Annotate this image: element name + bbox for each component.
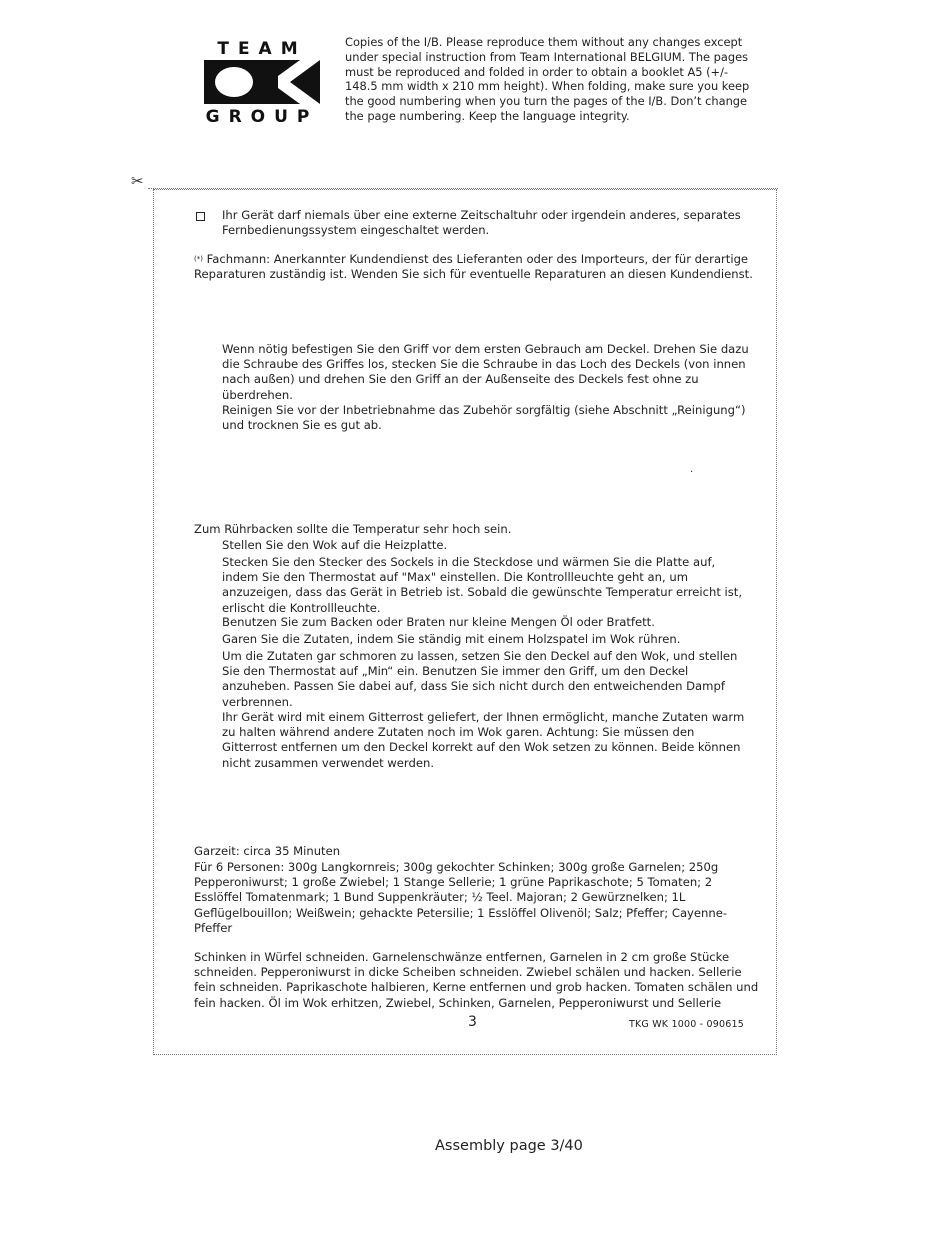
booklet-page-panel (153, 189, 777, 1055)
usage-step-2: Stecken Sie den Stecker des Sockels in die Steckdose und wärmen Sie die Platte auf, indem Sie den Thermostat auf "Max" einstellen. Die Kontrollleuchte geht an, um anzuzeigen, dass das Gerät in Betrieb ist. Sobald die gewünschte Temperatur erreicht ist, erlischt die Kontrollleuchte. (222, 555, 743, 615)
scissors-icon: ✂ (131, 172, 144, 190)
footnote-marker: (*) (194, 255, 203, 263)
footnote-paragraph (194, 252, 756, 282)
stray-dot: . (690, 464, 694, 475)
recipe-ingredients: Für 6 Personen: 300g Langkornreis; 300g gekochter Schinken; 300g große Garnelen; 250g Pepperoniwurst; 1 große Zwiebel; 1 Stange Sellerie; 1 grüne Paprikaschote; 5 Tomaten; 2 Esslöffel Tomatenmark; 1 Bund Suppenkräuter; ½ Teel. Majoran; 2 Gewürznelken; 1L Geflügelbouillon; Weißwein; gehackte Petersilie; 1 Esslöffel Olivenöl; Salz; Pfeffer; Cayenne-Pfeffer (194, 860, 728, 935)
logo-word-group: GROUP (205, 107, 319, 127)
before-use-paragraph-1: Wenn nötig befestigen Sie den Griff vor dem ersten Gebrauch am Deckel. Drehen Sie dazu die Schraube des Griffes los, stecken Sie die Schraube in das Loch des Deckels (von innen nach außen) und drehen Sie den Griff an der Außenseite des Deckels fest ohne zu überdrehen. (222, 342, 749, 402)
logo-k-mark-icon (204, 60, 320, 104)
header-instruction-note: Copies of the I/B. Please reproduce them without any changes except under special instruction from Team International BELGIUM. The pages must be reproduced and folded in order to obtain a booklet A5 (+/- 148.5 mm width x 210 mm height). When folding, make sure you keep the good numbering when you turn the pages of the I/B. Don’t change the page numbering. Keep the language integrity. (345, 35, 750, 123)
logo-word-team: TEAM (217, 39, 307, 59)
usage-intro: Zum Rührbacken sollte die Temperatur sehr hoch sein. (194, 522, 512, 536)
usage-step-4: Garen Sie die Zutaten, indem Sie ständig mit einem Holzspatel im Wok rühren. (222, 632, 681, 646)
recipe-method: Schinken in Würfel schneiden. Garnelenschwänze entfernen, Garnelen in 2 cm große Stücke schneiden. Pepperoniwurst in dicke Scheiben schneiden. Zwiebel schälen und hacken. Sellerie fein schneiden. Paprikaschote halbieren, Kerne entfernen und grob hacken. Tomaten schälen und fein hacken. Öl im Wok erhitzen, Zwiebel, Schinken, Garnelen, Pepperoniwurst und Sellerie (194, 950, 759, 1010)
checkbox-bullet-icon (196, 212, 205, 221)
document-code: TKG WK 1000 - 090615 (629, 1019, 744, 1030)
warning-timer-text: Ihr Gerät darf niemals über eine externe Zeitschaltuhr oder irgendein anderes, separates Fernbedienungssystem eingeschaltet werden. (222, 208, 741, 238)
usage-step-1: Stellen Sie den Wok auf die Heizplatte. (222, 538, 448, 552)
before-use-paragraph-2: Reinigen Sie vor der Inbetriebnahme das Zubehör sorgfältig (siehe Abschnitt „Reinigung“) und trocknen Sie es gut ab. (222, 403, 746, 433)
usage-step-5: Um die Zutaten gar schmoren zu lassen, setzen Sie den Deckel auf den Wok, und stellen Sie den Thermostat auf „Min“ ein. Benutzen Sie immer den Griff, um den Deckel anzuheben. Passen Sie dabei auf, dass Sie sich nicht durch den entweichenden Dampf verbrennen. (222, 649, 738, 709)
footnote-text: Fachmann: Anerkannter Kundendienst des Lieferanten oder des Importeurs, der für derartige Reparaturen zuständig ist. Wenden Sie sich für eventuelle Reparaturen an diesen Kundendienst. (194, 252, 753, 282)
page-number: 3 (468, 1014, 477, 1030)
recipe-cooking-time: Garzeit: circa 35 Minuten (194, 844, 341, 858)
team-group-logo (203, 40, 321, 128)
usage-step-3: Benutzen Sie zum Backen oder Braten nur kleine Mengen Öl oder Bratfett. (222, 615, 655, 629)
assembly-page-footer: Assembly page 3/40 (435, 1138, 583, 1154)
usage-step-6: Ihr Gerät wird mit einem Gitterrost geliefert, der Ihnen ermöglicht, manche Zutaten warm zu halten während andere Zutaten noch im Wok garen. Achtung: Sie müssen den Gitterrost entfernen um den Deckel korrekt auf den Wok setzen zu können. Beide können nicht zusammen verwendet werden. (222, 710, 745, 770)
